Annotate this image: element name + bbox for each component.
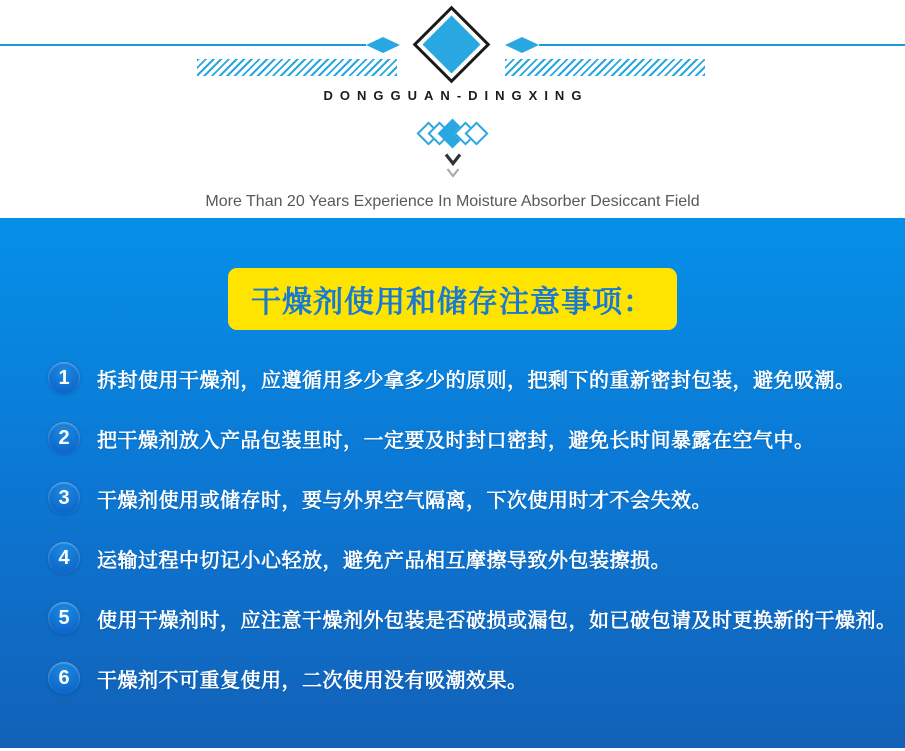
diamond-icon [505,37,539,53]
notice-panel [0,218,905,748]
brand-logo-diamond-fill [423,16,481,74]
item-text: 运输过程中切记小心轻放，避免产品相互摩擦导致外包装擦损。 [97,549,671,572]
list-item [48,362,878,394]
divider-line-right [539,44,905,46]
brand-logo-diamond-icon [413,6,491,84]
item-text: 拆封使用干燥剂，应遵循用多少拿多少的原则，把剩下的重新密封包装，避免吸潮。 [97,369,856,392]
brand-header [0,0,905,218]
hatch-pattern-left [197,59,397,76]
notice-title: 干燥剂使用和储存注意事项： [251,286,654,319]
item-text: 干燥剂使用或储存时，要与外界空气隔离，下次使用时才不会失效。 [97,489,712,512]
item-text: 使用干燥剂时，应注意干燥剂外包装是否破损或漏包，如已破包请及时更换新的干燥剂。 [97,609,897,632]
divider-line-left [0,44,366,46]
diamond-icon [366,37,400,53]
brand-tagline: More Than 20 Years Experience In Moisture Absorber Desiccant Field [205,193,700,210]
notice-list [48,362,897,722]
item-number-badge: 2 [48,422,80,454]
item-number-badge: 4 [48,542,80,574]
notice-title-box [228,268,677,330]
diamond-chain-icon [0,118,905,148]
item-number-badge: 3 [48,482,80,514]
hatch-pattern-right [505,59,705,76]
item-number-badge: 5 [48,602,80,634]
list-item [48,422,878,454]
chevron-down-icon [444,153,462,166]
item-text: 把干燥剂放入产品包装里时，一定要及时封口密封，避免长时间暴露在空气中。 [97,429,815,452]
item-number-badge: 1 [48,362,80,394]
brand-name: DONGGUAN-DINGXING [323,88,589,103]
item-number-badge: 6 [48,662,80,694]
chevron-down-icon [446,168,460,178]
list-item [48,542,878,574]
list-item [48,662,878,694]
list-item [48,602,897,634]
list-item [48,482,878,514]
item-text: 干燥剂不可重复使用，二次使用没有吸潮效果。 [97,669,528,692]
